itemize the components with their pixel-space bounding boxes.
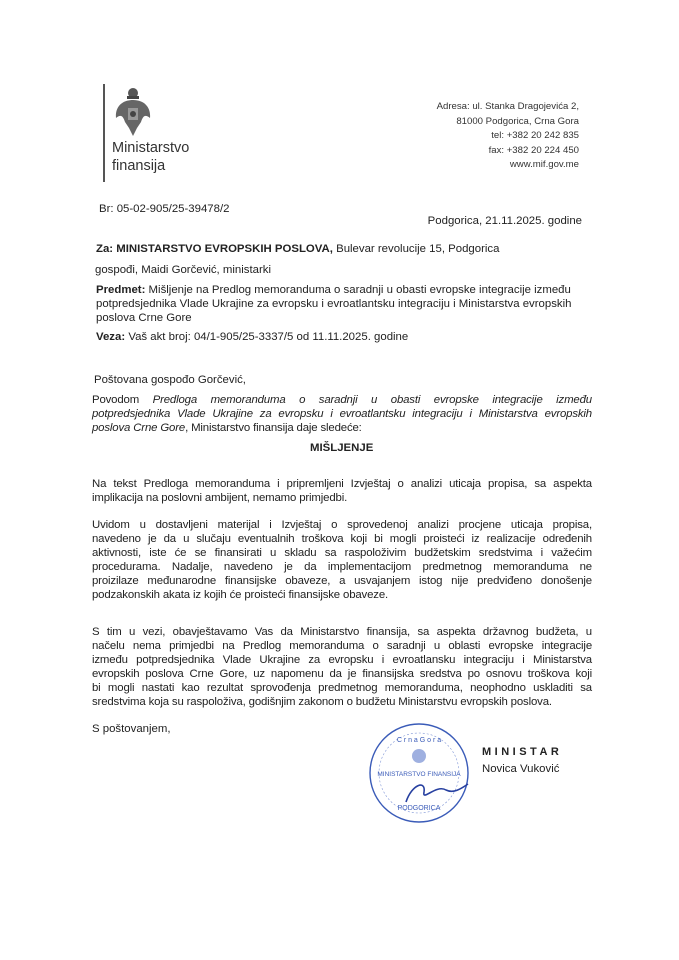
text-line: S tim u vezi, obavještavamo Vas da Ministarstvo finansija, sa aspekta državnog budžeta, u xyxy=(92,626,592,638)
text-line: navedeno je da u slučaju eventualnih troškova koji bi mogli proisteći iz realizacije određenih xyxy=(92,533,592,545)
opinion-heading: MIŠLJENJE xyxy=(310,442,374,454)
ministry-name-line2: finansija xyxy=(112,158,166,174)
subject-line: Mišljenje na Predlog memoranduma o saradnji u obasti evropske integracije između xyxy=(148,284,571,296)
stamp-bottom-text: PODGORICA xyxy=(397,805,441,812)
body-paragraph xyxy=(92,477,592,505)
text-segment: Povodom xyxy=(92,394,153,406)
address-fax: fax: +382 20 224 450 xyxy=(488,144,579,156)
subject-label: Predmet: xyxy=(96,284,146,296)
text-line: Uvidom u dostavljeni materijal i Izvještaj o sprovedenoj analizi procjene uticaja propisa, xyxy=(92,519,592,531)
subject-block xyxy=(96,283,571,325)
body-paragraph xyxy=(92,625,592,709)
stamp-top-text: C r n a G o r a xyxy=(396,737,442,744)
address-phone: tel: +382 20 242 835 xyxy=(491,130,579,141)
text-line: između potpredsjednika Vlade Ukrajine za evropsku i evroatlansku integraciju i Ministarstva xyxy=(92,654,592,666)
text-line xyxy=(92,393,592,407)
text-line xyxy=(92,421,592,435)
body-paragraph xyxy=(92,518,592,602)
stamp-text: MINISTARSTVO FINANSIJA xyxy=(377,771,461,778)
recipient-line xyxy=(96,242,499,256)
subject-line: poslova Crne Gore xyxy=(96,312,192,324)
text-line: sredstvima koja su raspoloživa, godišnjim zakonom o budžetu Ministarstvu evropskih poslova. xyxy=(92,696,552,708)
recipient-address: Bulevar revolucije 15, Podgorica xyxy=(336,243,500,255)
signatory-title: MINISTAR xyxy=(482,746,563,758)
recipient-name: MINISTARSTVO EVROPSKIH POSLOVA, xyxy=(116,243,333,255)
closing: S poštovanjem, xyxy=(92,723,171,735)
text-line: Na tekst Predloga memoranduma i pripremljeni Izvještaj o analizi uticaja propisa, sa aspekta xyxy=(92,478,592,490)
text-line: načelu nema primjedbi na Predlog memoranduma o saradnji u oblasti evropske integracije xyxy=(92,640,592,652)
text-line xyxy=(92,407,592,421)
subject-line: potpredsjednika Vlade Ukrajine za evropsku i evroatlantsku integraciju i Ministarstva evropskih xyxy=(96,298,572,310)
address-block xyxy=(437,100,579,173)
text-segment: poslova Crne Gore xyxy=(92,422,186,434)
address-city: 81000 Podgorica, Crna Gora xyxy=(456,115,579,127)
text-line: podzakonskih akata iz kojih će proisteći finansijske obaveze. xyxy=(92,589,389,601)
text-line: procedurama. Nadalje, navedeno je da implementacijom predmetnog memoranduma ne xyxy=(92,561,592,573)
letterhead-divider xyxy=(103,84,105,182)
intro-paragraph xyxy=(92,393,592,435)
handwritten-signature xyxy=(406,784,468,802)
text-line: aktivnosti, iste će se finansirati u skladu sa raspoloživim budžetskim sredstvima i važećim xyxy=(92,547,592,559)
text-line: bi mogli nastati kao rezultat sprovođenja predmetnog memoranduma, neophodno uskladiti sa xyxy=(92,682,592,694)
coat-of-arms-logo xyxy=(113,86,153,138)
address-website: www.mif.gov.me xyxy=(509,159,579,170)
text-segment: , Ministarstvo finansija daje sledeće: xyxy=(185,422,362,434)
signature-block xyxy=(482,745,562,776)
recipient-attention: gospođi, Maidi Gorčević, ministarki xyxy=(95,264,271,276)
signatory-name: Novica Vuković xyxy=(482,763,560,775)
ministry-name xyxy=(112,139,189,175)
ministry-name-line1: Ministarstvo xyxy=(112,140,190,156)
reference-text: Vaš akt broj: 04/1-905/25-3337/5 od 11.11.2025. godine xyxy=(128,331,409,343)
official-stamp xyxy=(368,722,470,824)
letter-date: Podgorica, 21.11.2025. godine xyxy=(427,215,582,227)
reference-label: Veza: xyxy=(96,331,126,343)
text-line: evropskih poslova Crne Gore, uz napomenu da je finansijska sredstva po osnovu troškova koji xyxy=(92,668,592,680)
text-segment: Predloga memoranduma o saradnji u obasti evropske integracije između xyxy=(152,394,592,406)
text-line: implikacija na poslovni ambijent, nemamo primjedbi. xyxy=(92,492,348,504)
reference-number: Br: 05-02-905/25-39478/2 xyxy=(99,203,230,215)
text-line: proizilaze međunarodne finansijske obaveze, a usvajanjem istog nije predviđeno donošenje xyxy=(92,575,592,587)
reference-line xyxy=(96,330,408,344)
salutation: Poštovana gospođo Gorčević, xyxy=(94,374,246,386)
recipient-label: Za: xyxy=(96,243,114,255)
address-street: Adresa: ul. Stanka Dragojevića 2, xyxy=(436,101,579,112)
text-segment: potpredsjednika Vlade Ukrajine za evropsku i evroatlantsku integraciju i Ministarstva evropskih xyxy=(92,408,592,420)
